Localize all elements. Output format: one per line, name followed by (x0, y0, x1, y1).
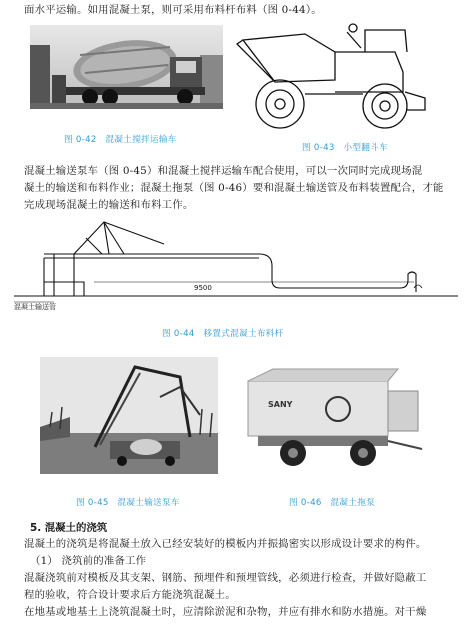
text-line: 混凝浇筑前对模板及其支架、钢筋、预埋件和预埋管线，必须进行检查，并做好隐蔽工 (24, 572, 427, 584)
mixer-truck-photo (30, 25, 223, 109)
sany-logo: SANY (268, 400, 293, 409)
dumper-drawing (235, 22, 440, 132)
text-line: 混凝土的浇筑是将混凝土放入已经安装好的模板内并振捣密实以形成设计要求的构件。 (24, 538, 427, 550)
top-text-line: 面水平运输。如用混凝土泵，则可采用布料杆布料（图 0-44）。 (24, 4, 322, 16)
figure-0-44-caption: 图 0-44 移置式混凝土布料杆 (162, 329, 284, 339)
pipe-label: 混凝土输送管 (14, 303, 56, 311)
figure-0-46-caption: 图 0-46 混凝土拖泵 (289, 498, 375, 508)
placing-boom-drawing (14, 218, 458, 318)
text-line: 程的验收，符合设计要求后方能浇筑混凝土。 (24, 589, 236, 601)
figure-0-43-caption: 图 0-43 小型翻斗车 (302, 143, 388, 153)
text-line: （1） 浇筑前的准备工作 (30, 555, 147, 567)
figure-0-45-caption: 图 0-45 混凝土输送泵车 (76, 498, 180, 508)
text-line: 完成现场混凝土的输送和布料工作。 (24, 199, 194, 211)
section-body (24, 536, 464, 621)
text-line: 混凝土输送泵车（图 0-45）和混凝土搅拌运输车配合使用，可以一次同时完成现场混 (24, 165, 423, 177)
trailer-pump-photo (238, 361, 426, 474)
paragraph-pump-usage (24, 163, 454, 214)
section-heading: 5. 混凝土的浇筑 (30, 522, 108, 534)
pump-truck-photo (40, 357, 218, 474)
figure-0-42-caption: 图 0-42 混凝土搅拌运输车 (64, 135, 177, 145)
text-line: 在地基或地基土上浇筑混凝土时，应清除淤泥和杂物，并应有排水和防水措施。对干燥 (24, 606, 427, 618)
text-line: 凝土的输送和布料作业；混凝土拖泵（图 0-46）要和混凝土输送管及布料装置配合，才能 (24, 182, 444, 194)
dimension-label: 9500 (194, 284, 212, 292)
